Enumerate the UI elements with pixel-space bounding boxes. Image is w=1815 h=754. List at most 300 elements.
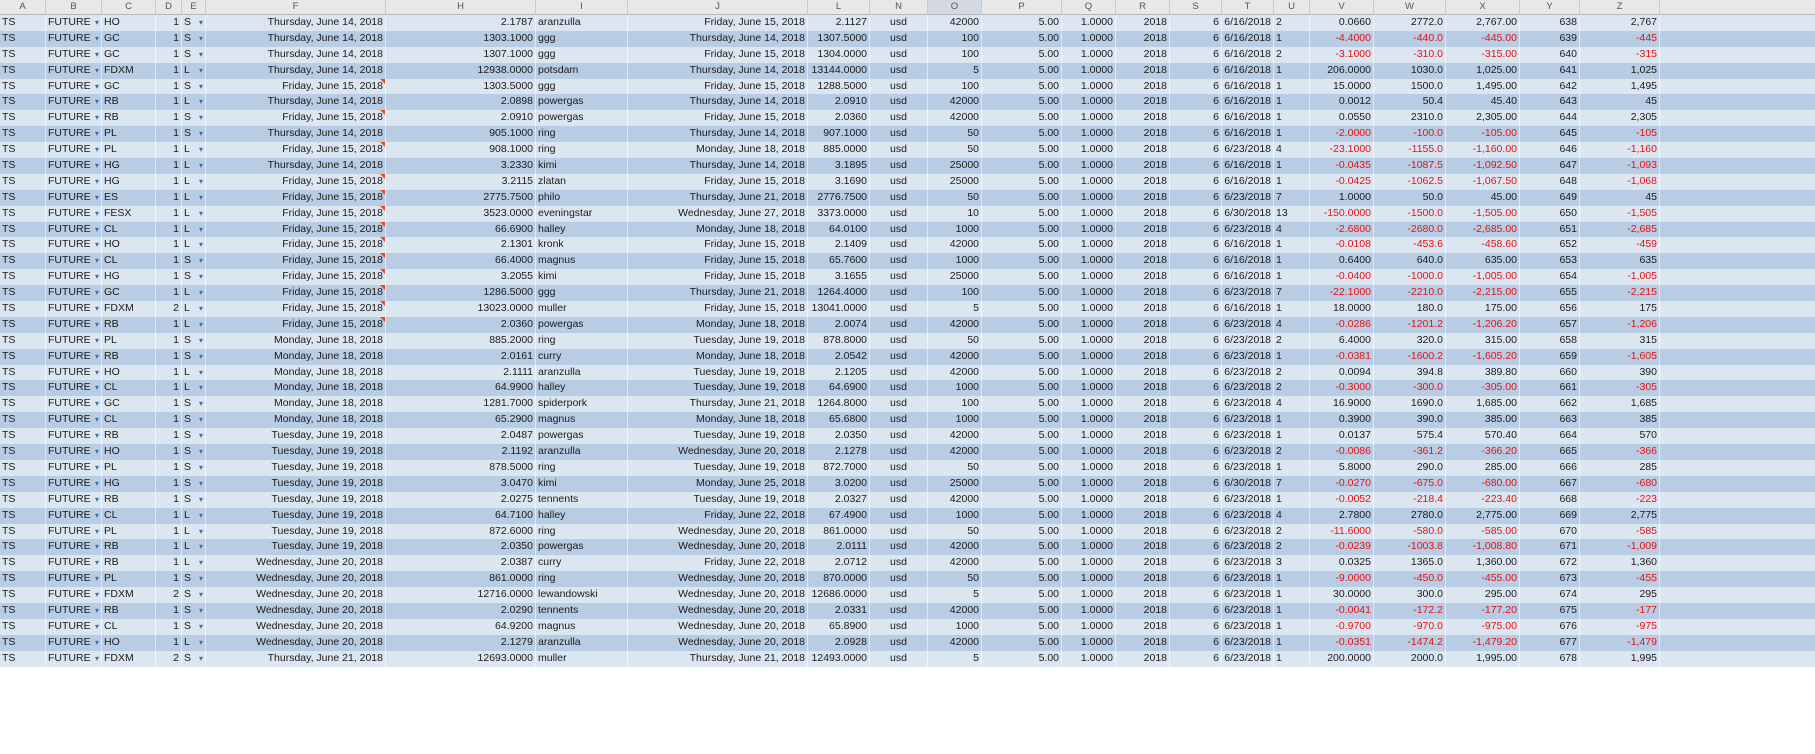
cell-v[interactable]: -0.0108 bbox=[1310, 237, 1374, 253]
cell-z[interactable]: -1,206 bbox=[1580, 317, 1660, 333]
cell-d[interactable]: 1 bbox=[156, 508, 182, 524]
cell-e[interactable] bbox=[182, 126, 206, 142]
cell-q[interactable]: 1.0000 bbox=[1062, 492, 1116, 508]
cell-v[interactable]: 0.0137 bbox=[1310, 428, 1374, 444]
cell-h[interactable]: 3.0470 bbox=[386, 476, 536, 492]
cell-x[interactable]: 2,305.00 bbox=[1446, 110, 1520, 126]
cell-e[interactable] bbox=[182, 142, 206, 158]
cell-u[interactable]: 1 bbox=[1274, 428, 1310, 444]
cell-f[interactable]: Monday, June 18, 2018 bbox=[206, 396, 386, 412]
cell-h[interactable]: 2.0350 bbox=[386, 539, 536, 555]
chevron-down-icon[interactable]: ▾ bbox=[198, 605, 203, 615]
cell-r[interactable]: 2018 bbox=[1116, 587, 1170, 603]
cell-i[interactable]: spiderpork bbox=[536, 396, 628, 412]
cell-h[interactable]: 1307.1000 bbox=[386, 47, 536, 63]
chevron-down-icon[interactable]: ▾ bbox=[198, 49, 203, 59]
cell-j[interactable]: Wednesday, June 20, 2018 bbox=[628, 444, 808, 460]
cell-h[interactable]: 905.1000 bbox=[386, 126, 536, 142]
cell-c[interactable]: PL bbox=[102, 333, 156, 349]
cell-n[interactable]: usd bbox=[870, 635, 928, 651]
cell-a[interactable]: TS bbox=[0, 15, 46, 31]
cell-y[interactable]: 650 bbox=[1520, 206, 1580, 222]
cell-q[interactable]: 1.0000 bbox=[1062, 508, 1116, 524]
cell-o[interactable]: 100 bbox=[928, 31, 982, 47]
cell-o[interactable]: 50 bbox=[928, 524, 982, 540]
column-header-b[interactable]: B bbox=[46, 0, 102, 14]
cell-i[interactable]: ring bbox=[536, 571, 628, 587]
cell-b[interactable] bbox=[46, 365, 102, 381]
cell-z[interactable]: 315 bbox=[1580, 333, 1660, 349]
cell-y[interactable]: 666 bbox=[1520, 460, 1580, 476]
cell-w[interactable]: -1000.0 bbox=[1374, 269, 1446, 285]
cell-v[interactable]: 200.0000 bbox=[1310, 651, 1374, 667]
cell-j[interactable]: Thursday, June 21, 2018 bbox=[628, 396, 808, 412]
cell-a[interactable]: TS bbox=[0, 651, 46, 667]
cell-n[interactable]: usd bbox=[870, 269, 928, 285]
cell-r[interactable]: 2018 bbox=[1116, 110, 1170, 126]
cell-h[interactable]: 64.9200 bbox=[386, 619, 536, 635]
cell-x[interactable]: -975.00 bbox=[1446, 619, 1520, 635]
column-header-r[interactable]: R bbox=[1116, 0, 1170, 14]
cell-c[interactable]: HG bbox=[102, 269, 156, 285]
cell-l[interactable]: 870.0000 bbox=[808, 571, 870, 587]
cell-n[interactable]: usd bbox=[870, 603, 928, 619]
cell-w[interactable]: 180.0 bbox=[1374, 301, 1446, 317]
cell-p[interactable]: 5.00 bbox=[982, 269, 1062, 285]
cell-n[interactable]: usd bbox=[870, 190, 928, 206]
cell-x[interactable]: -445.00 bbox=[1446, 31, 1520, 47]
cell-e[interactable] bbox=[182, 444, 206, 460]
cell-x[interactable]: -2,215.00 bbox=[1446, 285, 1520, 301]
cell-i[interactable]: ring bbox=[536, 524, 628, 540]
cell-x[interactable]: 295.00 bbox=[1446, 587, 1520, 603]
cell-q[interactable]: 1.0000 bbox=[1062, 222, 1116, 238]
cell-u[interactable]: 1 bbox=[1274, 301, 1310, 317]
cell-d[interactable]: 1 bbox=[156, 571, 182, 587]
chevron-down-icon[interactable]: ▾ bbox=[94, 447, 99, 457]
chevron-down-icon[interactable]: ▾ bbox=[94, 240, 99, 250]
cell-s[interactable]: 6 bbox=[1170, 158, 1222, 174]
cell-z[interactable]: 285 bbox=[1580, 460, 1660, 476]
cell-i[interactable]: ggg bbox=[536, 79, 628, 95]
cell-z[interactable]: -1,068 bbox=[1580, 174, 1660, 190]
cell-c[interactable]: GC bbox=[102, 79, 156, 95]
cell-c[interactable]: HO bbox=[102, 237, 156, 253]
cell-d[interactable]: 1 bbox=[156, 63, 182, 79]
cell-o[interactable]: 1000 bbox=[928, 380, 982, 396]
cell-j[interactable]: Monday, June 18, 2018 bbox=[628, 349, 808, 365]
cell-z[interactable]: -223 bbox=[1580, 492, 1660, 508]
cell-y[interactable]: 670 bbox=[1520, 524, 1580, 540]
cell-o[interactable]: 50 bbox=[928, 142, 982, 158]
cell-h[interactable]: 2.1111 bbox=[386, 365, 536, 381]
cell-d[interactable]: 1 bbox=[156, 428, 182, 444]
chevron-down-icon[interactable]: ▾ bbox=[94, 526, 99, 536]
cell-s[interactable]: 6 bbox=[1170, 174, 1222, 190]
cell-a[interactable]: TS bbox=[0, 603, 46, 619]
cell-s[interactable]: 6 bbox=[1170, 476, 1222, 492]
cell-z[interactable]: 635 bbox=[1580, 253, 1660, 269]
chevron-down-icon[interactable]: ▾ bbox=[198, 192, 203, 202]
cell-x[interactable]: -1,479.20 bbox=[1446, 635, 1520, 651]
cell-j[interactable]: Friday, June 15, 2018 bbox=[628, 174, 808, 190]
cell-i[interactable]: halley bbox=[536, 380, 628, 396]
cell-p[interactable]: 5.00 bbox=[982, 635, 1062, 651]
cell-t[interactable]: 6/23/2018 bbox=[1222, 555, 1274, 571]
cell-a[interactable]: TS bbox=[0, 174, 46, 190]
cell-y[interactable]: 658 bbox=[1520, 333, 1580, 349]
cell-d[interactable]: 1 bbox=[156, 110, 182, 126]
cell-q[interactable]: 1.0000 bbox=[1062, 619, 1116, 635]
cell-t[interactable]: 6/16/2018 bbox=[1222, 269, 1274, 285]
cell-v[interactable]: 2.7800 bbox=[1310, 508, 1374, 524]
cell-l[interactable]: 3373.0000 bbox=[808, 206, 870, 222]
cell-z[interactable]: 390 bbox=[1580, 365, 1660, 381]
chevron-down-icon[interactable]: ▾ bbox=[94, 335, 99, 345]
cell-p[interactable]: 5.00 bbox=[982, 110, 1062, 126]
cell-j[interactable]: Friday, June 15, 2018 bbox=[628, 253, 808, 269]
cell-p[interactable]: 5.00 bbox=[982, 15, 1062, 31]
cell-q[interactable]: 1.0000 bbox=[1062, 380, 1116, 396]
cell-l[interactable]: 2.0542 bbox=[808, 349, 870, 365]
cell-o[interactable]: 5 bbox=[928, 587, 982, 603]
cell-e[interactable] bbox=[182, 412, 206, 428]
cell-c[interactable]: FESX bbox=[102, 206, 156, 222]
cell-e[interactable] bbox=[182, 571, 206, 587]
cell-u[interactable]: 1 bbox=[1274, 269, 1310, 285]
cell-t[interactable]: 6/23/2018 bbox=[1222, 587, 1274, 603]
cell-t[interactable]: 6/23/2018 bbox=[1222, 333, 1274, 349]
cell-t[interactable]: 6/23/2018 bbox=[1222, 349, 1274, 365]
cell-d[interactable]: 1 bbox=[156, 174, 182, 190]
cell-c[interactable]: ES bbox=[102, 190, 156, 206]
cell-l[interactable]: 1264.4000 bbox=[808, 285, 870, 301]
cell-u[interactable]: 2 bbox=[1274, 333, 1310, 349]
cell-l[interactable]: 65.7600 bbox=[808, 253, 870, 269]
cell-q[interactable]: 1.0000 bbox=[1062, 31, 1116, 47]
cell-s[interactable]: 6 bbox=[1170, 253, 1222, 269]
cell-o[interactable]: 50 bbox=[928, 333, 982, 349]
cell-e[interactable] bbox=[182, 380, 206, 396]
cell-c[interactable]: FDXM bbox=[102, 651, 156, 667]
cell-j[interactable]: Thursday, June 14, 2018 bbox=[628, 126, 808, 142]
cell-a[interactable]: TS bbox=[0, 396, 46, 412]
cell-x[interactable]: -1,206.20 bbox=[1446, 317, 1520, 333]
cell-n[interactable]: usd bbox=[870, 301, 928, 317]
cell-w[interactable]: -440.0 bbox=[1374, 31, 1446, 47]
column-header-i[interactable]: I bbox=[536, 0, 628, 14]
cell-i[interactable]: muller bbox=[536, 651, 628, 667]
cell-t[interactable]: 6/16/2018 bbox=[1222, 126, 1274, 142]
cell-z[interactable]: 2,305 bbox=[1580, 110, 1660, 126]
cell-w[interactable]: -1201.2 bbox=[1374, 317, 1446, 333]
cell-e[interactable] bbox=[182, 555, 206, 571]
cell-x[interactable]: 1,025.00 bbox=[1446, 63, 1520, 79]
cell-h[interactable]: 1286.5000 bbox=[386, 285, 536, 301]
cell-q[interactable]: 1.0000 bbox=[1062, 285, 1116, 301]
cell-v[interactable]: 6.4000 bbox=[1310, 333, 1374, 349]
cell-l[interactable]: 2.1127 bbox=[808, 15, 870, 31]
cell-v[interactable]: -0.0052 bbox=[1310, 492, 1374, 508]
cell-l[interactable]: 3.0200 bbox=[808, 476, 870, 492]
cell-s[interactable]: 6 bbox=[1170, 555, 1222, 571]
cell-j[interactable]: Friday, June 15, 2018 bbox=[628, 110, 808, 126]
column-header-f[interactable]: F bbox=[206, 0, 386, 14]
cell-u[interactable]: 1 bbox=[1274, 571, 1310, 587]
cell-s[interactable]: 6 bbox=[1170, 651, 1222, 667]
cell-u[interactable]: 4 bbox=[1274, 396, 1310, 412]
chevron-down-icon[interactable]: ▾ bbox=[94, 49, 99, 59]
cell-t[interactable]: 6/23/2018 bbox=[1222, 571, 1274, 587]
cell-c[interactable]: RB bbox=[102, 603, 156, 619]
cell-a[interactable]: TS bbox=[0, 110, 46, 126]
cell-w[interactable]: -2680.0 bbox=[1374, 222, 1446, 238]
cell-y[interactable]: 645 bbox=[1520, 126, 1580, 142]
cell-h[interactable]: 64.7100 bbox=[386, 508, 536, 524]
cell-i[interactable]: eveningstar bbox=[536, 206, 628, 222]
cell-q[interactable]: 1.0000 bbox=[1062, 269, 1116, 285]
cell-v[interactable]: -0.0435 bbox=[1310, 158, 1374, 174]
cell-c[interactable]: FDXM bbox=[102, 63, 156, 79]
cell-w[interactable]: -450.0 bbox=[1374, 571, 1446, 587]
cell-d[interactable]: 1 bbox=[156, 94, 182, 110]
cell-f[interactable]: Friday, June 15, 2018 bbox=[206, 285, 386, 301]
cell-b[interactable] bbox=[46, 412, 102, 428]
cell-y[interactable]: 639 bbox=[1520, 31, 1580, 47]
cell-n[interactable]: usd bbox=[870, 349, 928, 365]
cell-z[interactable]: -455 bbox=[1580, 571, 1660, 587]
chevron-down-icon[interactable]: ▾ bbox=[198, 256, 203, 266]
cell-e[interactable] bbox=[182, 158, 206, 174]
cell-c[interactable]: CL bbox=[102, 412, 156, 428]
cell-w[interactable]: -1500.0 bbox=[1374, 206, 1446, 222]
cell-p[interactable]: 5.00 bbox=[982, 63, 1062, 79]
cell-i[interactable]: aranzulla bbox=[536, 444, 628, 460]
cell-r[interactable]: 2018 bbox=[1116, 396, 1170, 412]
cell-b[interactable] bbox=[46, 396, 102, 412]
cell-r[interactable]: 2018 bbox=[1116, 285, 1170, 301]
chevron-down-icon[interactable]: ▾ bbox=[94, 129, 99, 139]
cell-p[interactable]: 5.00 bbox=[982, 539, 1062, 555]
cell-l[interactable]: 1304.0000 bbox=[808, 47, 870, 63]
cell-t[interactable]: 6/16/2018 bbox=[1222, 110, 1274, 126]
cell-p[interactable]: 5.00 bbox=[982, 222, 1062, 238]
cell-q[interactable]: 1.0000 bbox=[1062, 365, 1116, 381]
cell-e[interactable] bbox=[182, 619, 206, 635]
cell-j[interactable]: Friday, June 22, 2018 bbox=[628, 555, 808, 571]
cell-s[interactable]: 6 bbox=[1170, 301, 1222, 317]
cell-y[interactable]: 651 bbox=[1520, 222, 1580, 238]
cell-d[interactable]: 1 bbox=[156, 142, 182, 158]
cell-y[interactable]: 642 bbox=[1520, 79, 1580, 95]
cell-i[interactable]: curry bbox=[536, 555, 628, 571]
cell-t[interactable]: 6/16/2018 bbox=[1222, 15, 1274, 31]
cell-u[interactable]: 7 bbox=[1274, 476, 1310, 492]
cell-a[interactable]: TS bbox=[0, 508, 46, 524]
cell-b[interactable] bbox=[46, 587, 102, 603]
cell-x[interactable]: -177.20 bbox=[1446, 603, 1520, 619]
cell-d[interactable]: 1 bbox=[156, 269, 182, 285]
cell-y[interactable]: 657 bbox=[1520, 317, 1580, 333]
cell-c[interactable]: FDXM bbox=[102, 587, 156, 603]
cell-d[interactable]: 1 bbox=[156, 555, 182, 571]
cell-i[interactable]: curry bbox=[536, 349, 628, 365]
cell-s[interactable]: 6 bbox=[1170, 539, 1222, 555]
cell-o[interactable]: 25000 bbox=[928, 269, 982, 285]
cell-h[interactable]: 908.1000 bbox=[386, 142, 536, 158]
cell-o[interactable]: 42000 bbox=[928, 110, 982, 126]
cell-z[interactable]: -1,009 bbox=[1580, 539, 1660, 555]
cell-v[interactable]: -0.0351 bbox=[1310, 635, 1374, 651]
cell-e[interactable] bbox=[182, 31, 206, 47]
column-header-n[interactable]: N bbox=[870, 0, 928, 14]
cell-x[interactable]: -1,605.20 bbox=[1446, 349, 1520, 365]
column-header-e[interactable]: E bbox=[182, 0, 206, 14]
cell-t[interactable]: 6/23/2018 bbox=[1222, 524, 1274, 540]
cell-n[interactable]: usd bbox=[870, 539, 928, 555]
cell-e[interactable] bbox=[182, 508, 206, 524]
cell-c[interactable]: CL bbox=[102, 253, 156, 269]
cell-h[interactable]: 3.2330 bbox=[386, 158, 536, 174]
cell-x[interactable]: -1,092.50 bbox=[1446, 158, 1520, 174]
cell-r[interactable]: 2018 bbox=[1116, 603, 1170, 619]
cell-a[interactable]: TS bbox=[0, 222, 46, 238]
cell-f[interactable]: Friday, June 15, 2018 bbox=[206, 190, 386, 206]
cell-r[interactable]: 2018 bbox=[1116, 635, 1170, 651]
cell-j[interactable]: Friday, June 15, 2018 bbox=[628, 47, 808, 63]
cell-f[interactable]: Thursday, June 14, 2018 bbox=[206, 158, 386, 174]
chevron-down-icon[interactable]: ▾ bbox=[198, 319, 203, 329]
cell-v[interactable]: -22.1000 bbox=[1310, 285, 1374, 301]
cell-y[interactable]: 665 bbox=[1520, 444, 1580, 460]
cell-y[interactable]: 667 bbox=[1520, 476, 1580, 492]
cell-b[interactable] bbox=[46, 79, 102, 95]
chevron-down-icon[interactable]: ▾ bbox=[198, 113, 203, 123]
cell-c[interactable]: HG bbox=[102, 158, 156, 174]
cell-n[interactable]: usd bbox=[870, 571, 928, 587]
cell-p[interactable]: 5.00 bbox=[982, 174, 1062, 190]
cell-p[interactable]: 5.00 bbox=[982, 460, 1062, 476]
cell-a[interactable]: TS bbox=[0, 142, 46, 158]
cell-n[interactable]: usd bbox=[870, 333, 928, 349]
cell-h[interactable]: 1303.1000 bbox=[386, 31, 536, 47]
cell-r[interactable]: 2018 bbox=[1116, 365, 1170, 381]
cell-c[interactable]: RB bbox=[102, 555, 156, 571]
cell-y[interactable]: 668 bbox=[1520, 492, 1580, 508]
chevron-down-icon[interactable]: ▾ bbox=[94, 558, 99, 568]
cell-r[interactable]: 2018 bbox=[1116, 317, 1170, 333]
cell-t[interactable]: 6/16/2018 bbox=[1222, 31, 1274, 47]
cell-p[interactable]: 5.00 bbox=[982, 619, 1062, 635]
cell-y[interactable]: 661 bbox=[1520, 380, 1580, 396]
cell-s[interactable]: 6 bbox=[1170, 571, 1222, 587]
cell-w[interactable]: -1600.2 bbox=[1374, 349, 1446, 365]
cell-e[interactable] bbox=[182, 94, 206, 110]
cell-l[interactable]: 1288.5000 bbox=[808, 79, 870, 95]
cell-z[interactable]: -1,093 bbox=[1580, 158, 1660, 174]
cell-l[interactable]: 2.1278 bbox=[808, 444, 870, 460]
cell-y[interactable]: 675 bbox=[1520, 603, 1580, 619]
cell-p[interactable]: 5.00 bbox=[982, 301, 1062, 317]
cell-i[interactable]: ggg bbox=[536, 31, 628, 47]
cell-w[interactable]: -2210.0 bbox=[1374, 285, 1446, 301]
cell-a[interactable]: TS bbox=[0, 460, 46, 476]
cell-r[interactable]: 2018 bbox=[1116, 651, 1170, 667]
chevron-down-icon[interactable]: ▾ bbox=[94, 272, 99, 282]
cell-t[interactable]: 6/23/2018 bbox=[1222, 142, 1274, 158]
cell-s[interactable]: 6 bbox=[1170, 380, 1222, 396]
cell-r[interactable]: 2018 bbox=[1116, 158, 1170, 174]
cell-q[interactable]: 1.0000 bbox=[1062, 142, 1116, 158]
cell-i[interactable]: magnus bbox=[536, 412, 628, 428]
cell-j[interactable]: Wednesday, June 20, 2018 bbox=[628, 635, 808, 651]
cell-l[interactable]: 2.0910 bbox=[808, 94, 870, 110]
cell-h[interactable]: 2.0387 bbox=[386, 555, 536, 571]
cell-f[interactable]: Wednesday, June 20, 2018 bbox=[206, 571, 386, 587]
cell-f[interactable]: Friday, June 15, 2018 bbox=[206, 317, 386, 333]
cell-b[interactable] bbox=[46, 476, 102, 492]
cell-o[interactable]: 5 bbox=[928, 651, 982, 667]
cell-y[interactable]: 678 bbox=[1520, 651, 1580, 667]
cell-u[interactable]: 13 bbox=[1274, 206, 1310, 222]
column-header-c[interactable]: C bbox=[102, 0, 156, 14]
cell-i[interactable]: aranzulla bbox=[536, 635, 628, 651]
cell-x[interactable]: -315.00 bbox=[1446, 47, 1520, 63]
cell-u[interactable]: 1 bbox=[1274, 110, 1310, 126]
cell-v[interactable]: -0.0041 bbox=[1310, 603, 1374, 619]
chevron-down-icon[interactable]: ▾ bbox=[198, 399, 203, 409]
cell-z[interactable]: -1,005 bbox=[1580, 269, 1660, 285]
cell-w[interactable]: -1062.5 bbox=[1374, 174, 1446, 190]
cell-t[interactable]: 6/16/2018 bbox=[1222, 63, 1274, 79]
cell-s[interactable]: 6 bbox=[1170, 365, 1222, 381]
cell-i[interactable]: philo bbox=[536, 190, 628, 206]
cell-d[interactable]: 1 bbox=[156, 476, 182, 492]
cell-j[interactable]: Tuesday, June 19, 2018 bbox=[628, 333, 808, 349]
cell-u[interactable]: 1 bbox=[1274, 253, 1310, 269]
cell-o[interactable]: 1000 bbox=[928, 508, 982, 524]
cell-d[interactable]: 1 bbox=[156, 412, 182, 428]
cell-p[interactable]: 5.00 bbox=[982, 285, 1062, 301]
cell-a[interactable]: TS bbox=[0, 47, 46, 63]
cell-p[interactable]: 5.00 bbox=[982, 603, 1062, 619]
cell-u[interactable]: 4 bbox=[1274, 317, 1310, 333]
cell-c[interactable]: CL bbox=[102, 380, 156, 396]
cell-z[interactable]: 570 bbox=[1580, 428, 1660, 444]
cell-q[interactable]: 1.0000 bbox=[1062, 635, 1116, 651]
cell-a[interactable]: TS bbox=[0, 31, 46, 47]
cell-n[interactable]: usd bbox=[870, 396, 928, 412]
cell-d[interactable]: 1 bbox=[156, 539, 182, 555]
cell-u[interactable]: 1 bbox=[1274, 158, 1310, 174]
column-header-w[interactable]: W bbox=[1374, 0, 1446, 14]
cell-s[interactable]: 6 bbox=[1170, 508, 1222, 524]
cell-l[interactable]: 12493.0000 bbox=[808, 651, 870, 667]
cell-y[interactable]: 638 bbox=[1520, 15, 1580, 31]
cell-o[interactable]: 42000 bbox=[928, 237, 982, 253]
cell-l[interactable]: 872.7000 bbox=[808, 460, 870, 476]
column-header-h[interactable]: H bbox=[386, 0, 536, 14]
cell-q[interactable]: 1.0000 bbox=[1062, 555, 1116, 571]
cell-v[interactable]: 18.0000 bbox=[1310, 301, 1374, 317]
cell-j[interactable]: Friday, June 15, 2018 bbox=[628, 15, 808, 31]
chevron-down-icon[interactable]: ▾ bbox=[198, 224, 203, 234]
cell-w[interactable]: 2772.0 bbox=[1374, 15, 1446, 31]
cell-c[interactable]: HO bbox=[102, 635, 156, 651]
cell-a[interactable]: TS bbox=[0, 94, 46, 110]
cell-c[interactable]: HO bbox=[102, 365, 156, 381]
cell-n[interactable]: usd bbox=[870, 555, 928, 571]
